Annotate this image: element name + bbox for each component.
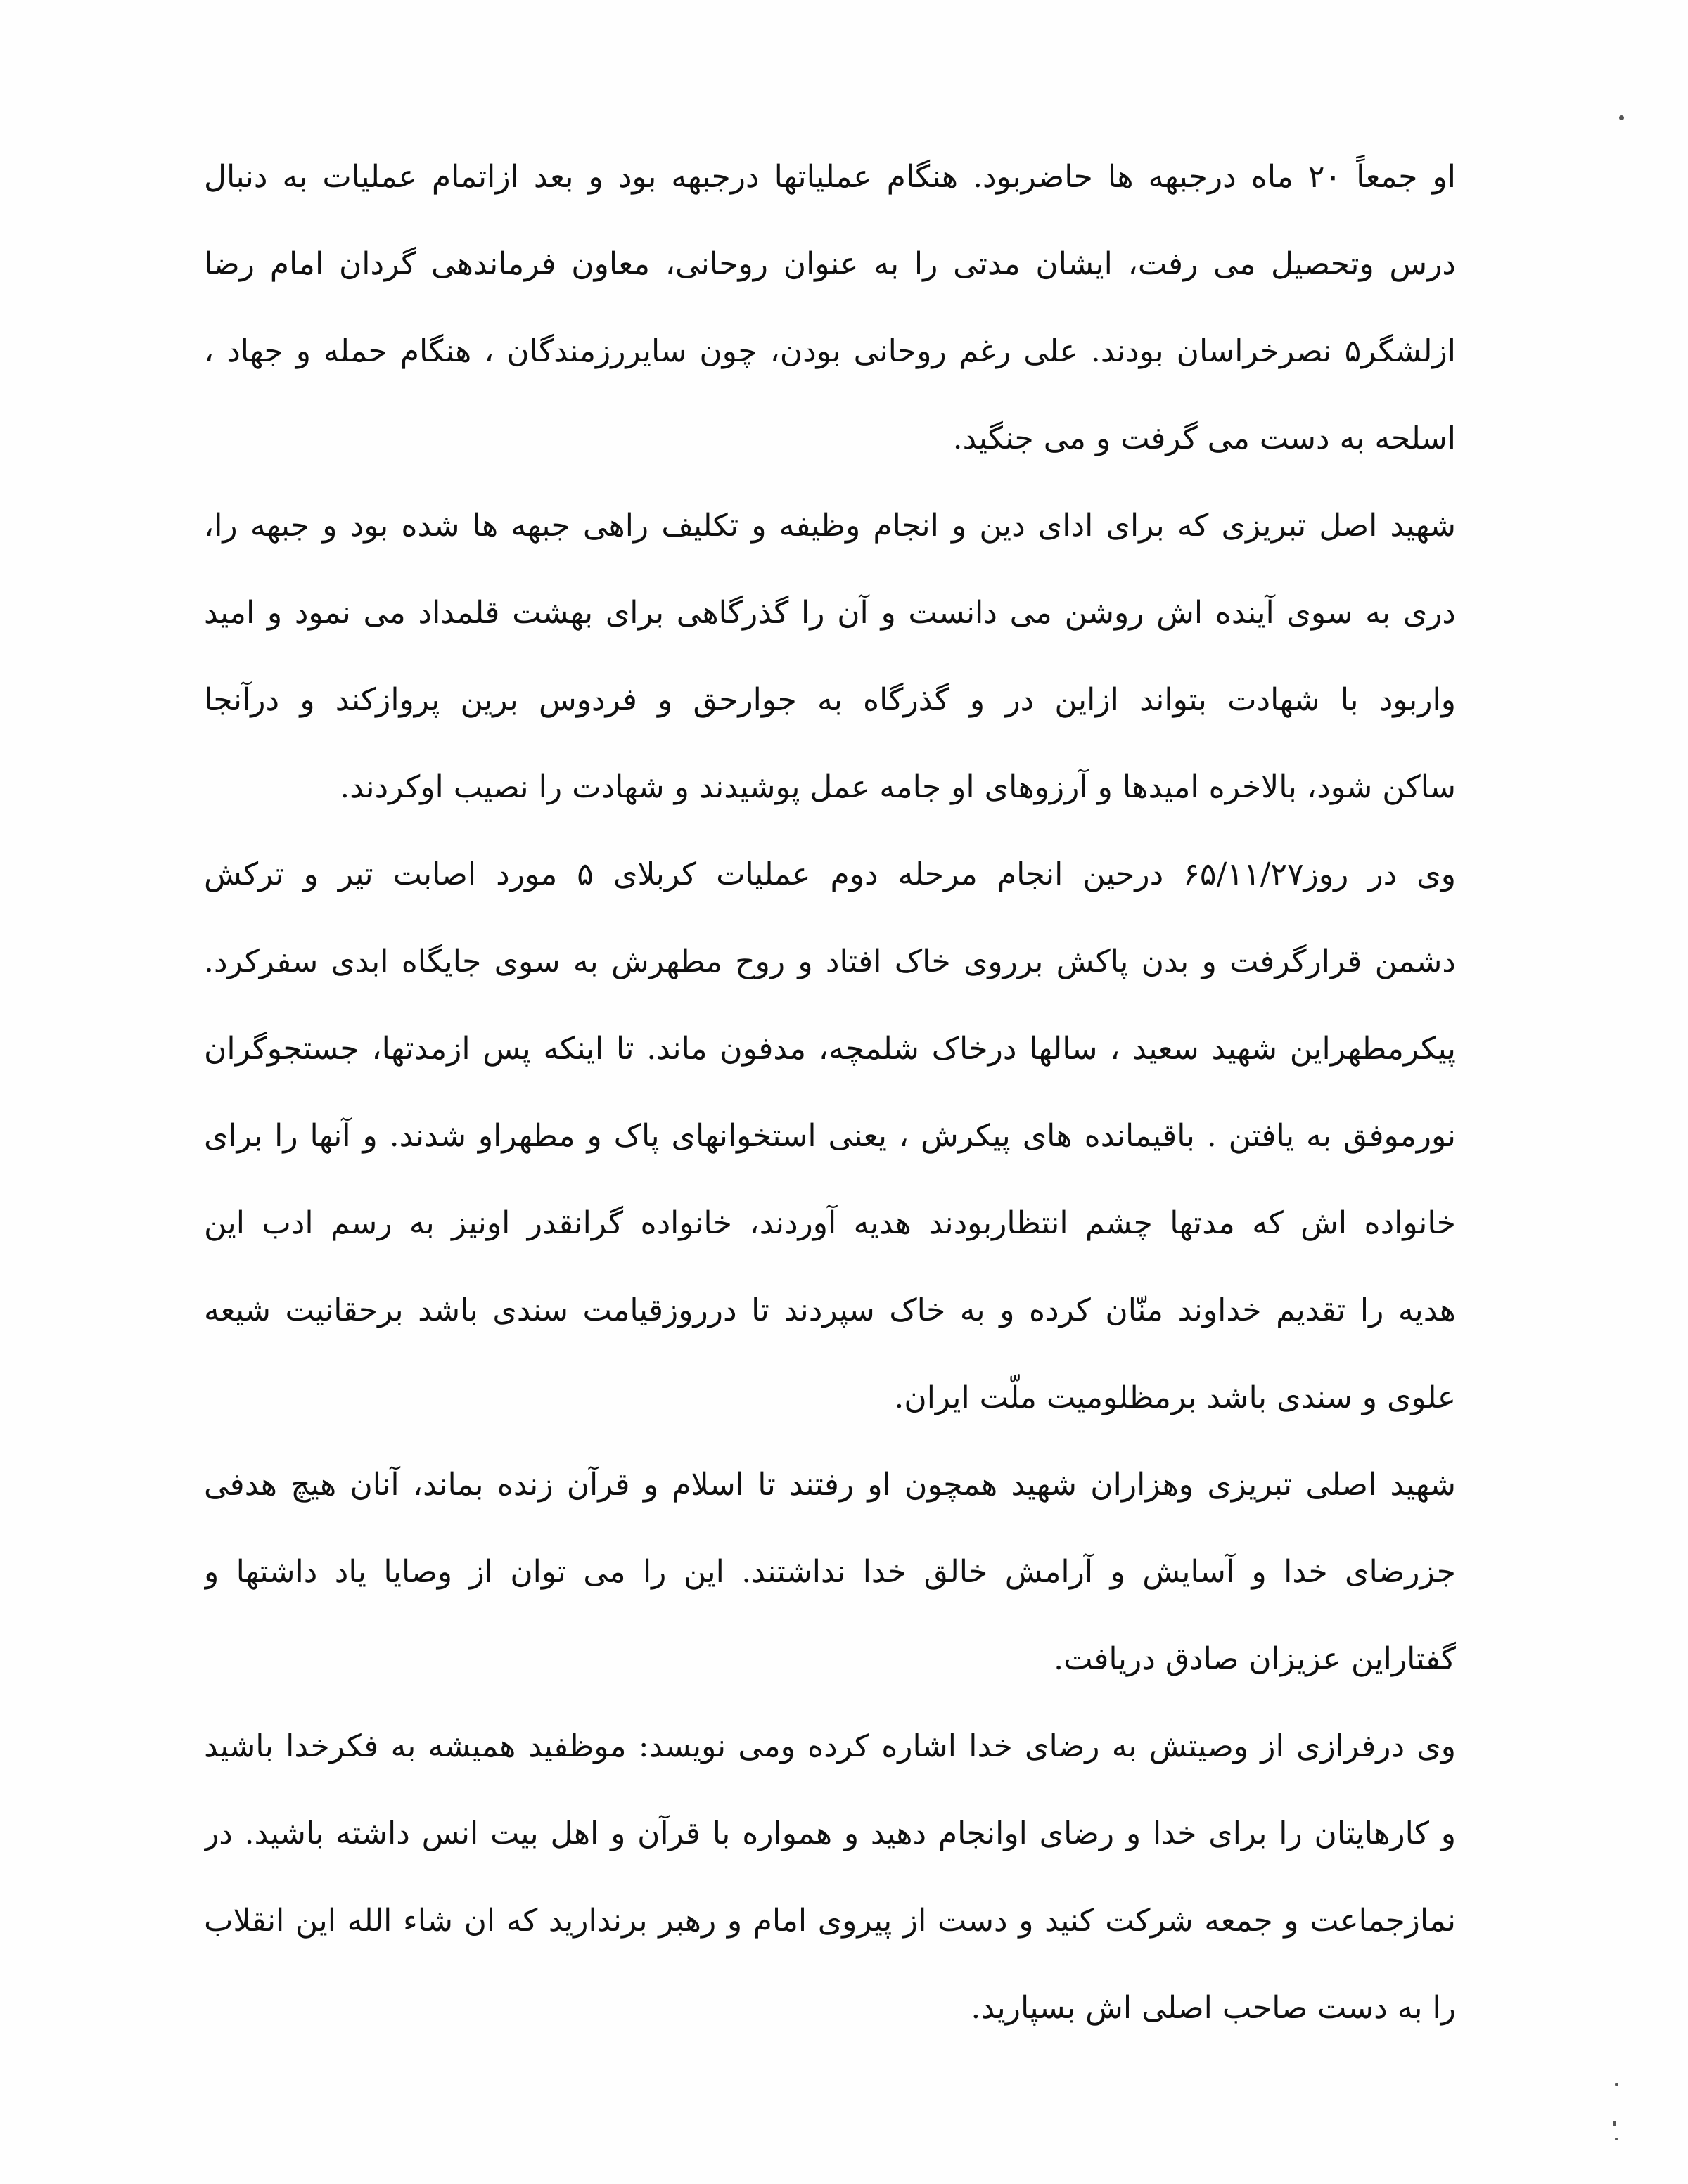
text-line: هدیه را تقدیم خداوند منّان کرده و به خاک سپردند تا درروزقیامت سندی باشد برحقانیت شیعه [204, 1292, 1456, 1328]
scan-speck [1613, 2121, 1616, 2126]
text-line: اسلحه به دست می گرفت و می جنگید. [952, 420, 1456, 456]
text-line: نورموفق به یافتن . باقیمانده های پیکرش ، یعنی استخوانهای پاک و مطهراو شدند. و آنها را برای [204, 1118, 1456, 1154]
text-line: جزرضای خدا و آسایش و آرامش خالق خدا نداشتند. این را می توان از وصایا یاد داشتها و [204, 1554, 1456, 1590]
text-line: ازلشگر۵ نصرخراسان بودند. علی رغم روحانی بودن، چون سایررزمندگان ، هنگام حمله و جهاد ، [204, 333, 1456, 369]
text-line: دری به سوی آینده اش روشن می دانست و آن را گذرگاهی برای بهشت قلمداد می نمود و امید [204, 595, 1456, 631]
document-body [204, 134, 1456, 2052]
text-line: درس وتحصیل می رفت، ایشان مدتی را به عنوان روحانی، معاون فرماندهی گردان امام رضا [204, 246, 1456, 282]
text-line: شهید اصلی تبریزی وهزاران شهید همچون او رفتند تا اسلام و قرآن زنده بماند، آنان هیچ هدفی [204, 1467, 1456, 1503]
text-line: پیکرمطهراین شهید سعید ، سالها درخاک شلمچه، مدفون ماند. تا اینکه پس ازمدتها، جستجوگران [204, 1031, 1456, 1067]
text-line: و کارهایتان را برای خدا و رضای اوانجام دهید و همواره با قرآن و اهل بیت انس داشته باشید. در [204, 1816, 1456, 1851]
text-line: وی در روز۶۵/۱۱/۲۷ درحین انجام مرحله دوم عملیات کربلای ۵ مورد اصابت تیر و ترکش [204, 856, 1456, 892]
text-line: دشمن قرارگرفت و بدن پاکش برروی خاک افتاد و روح مطهرش به سوی جایگاه ابدی سفرکرد. [204, 944, 1456, 979]
text-line: وی درفرازی از وصیتش به رضای خدا اشاره کرده ومی نویسد: موظفید همیشه به فکرخدا باشید [204, 1728, 1456, 1764]
scan-speck [1615, 2083, 1618, 2086]
text-line: خانواده اش که مدتها چشم انتظاربودند هدیه آوردند، خانواده گرانقدر اونیز به رسم ادب این [204, 1205, 1456, 1241]
text-line: ساکن شود، بالاخره امیدها و آرزوهای او جامه عمل پوشیدند و شهادت را نصیب اوکردند. [340, 769, 1456, 805]
scan-speck [1615, 2138, 1618, 2140]
text-line: او جمعاً ۲۰ ماه درجبهه ها حاضربود. هنگام عملیاتها درجبهه بود و بعد ازاتمام عملیات به دنبال [204, 159, 1456, 195]
text-line: نمازجماعت و جمعه شرکت کنید و دست از پیروی امام و رهبر برندارید که ان شاء الله این انقلاب [204, 1903, 1456, 1939]
text-line: گفتاراین عزیزان صادق دریافت. [1054, 1641, 1456, 1677]
text-line: شهید اصل تبریزی که برای ادای دین و انجام وظیفه و تکلیف راهی جبهه ها شده بود و جبهه را، [204, 508, 1456, 544]
text-line: علوی و سندی باشد برمظلومیت ملّت ایران. [894, 1380, 1456, 1415]
scan-speck [1619, 115, 1624, 120]
text-line: را به دست صاحب اصلی اش بسپارید. [971, 1990, 1456, 2026]
text-line: واربود با شهادت بتواند ازاین در و گذرگاه به جوارحق و فردوس برین پروازکند و درآنجا [204, 682, 1456, 718]
